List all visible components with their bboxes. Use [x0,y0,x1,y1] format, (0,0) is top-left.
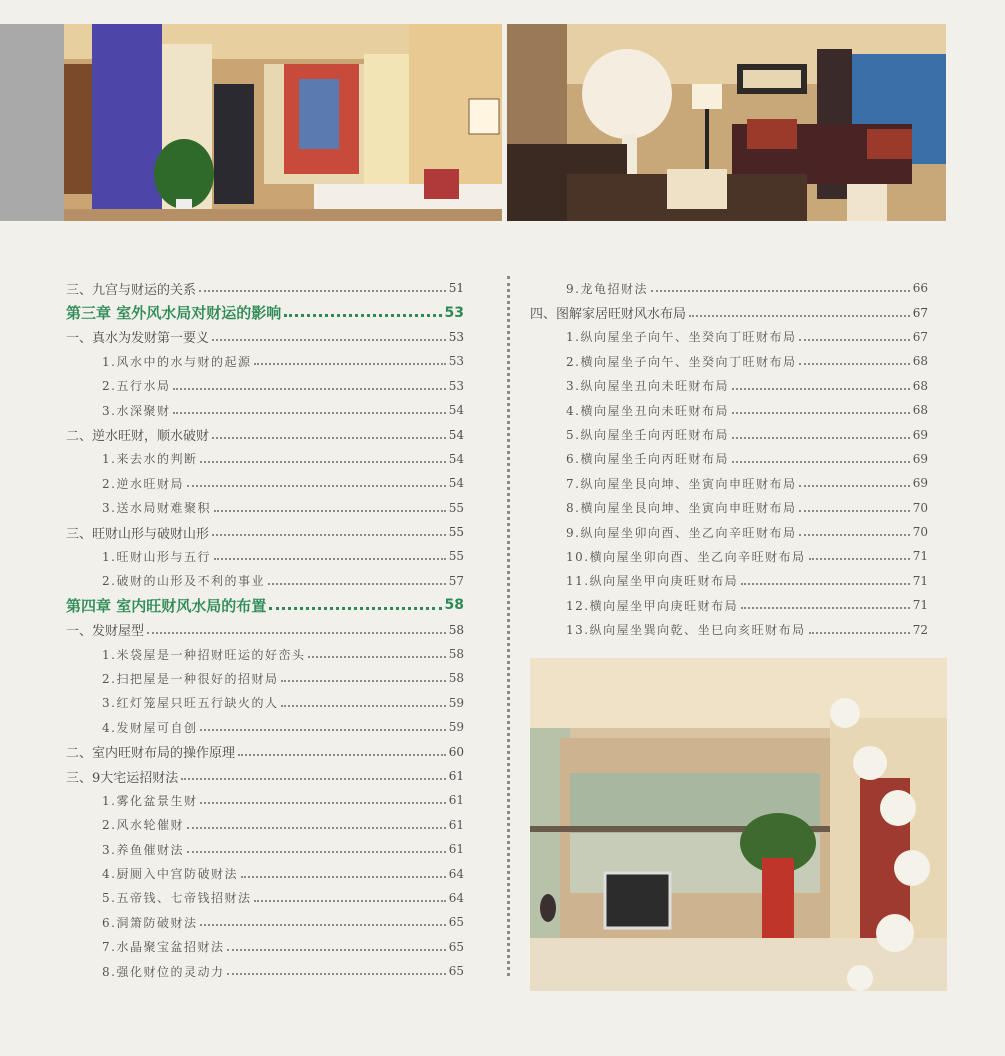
toc-page-number: 54 [448,451,464,466]
toc-chapter-entry [66,300,464,324]
toc-dot-leader [689,313,910,317]
toc-entry-title: 3.纵向屋坐丑向未旺财布局 [566,379,729,394]
toc-entry-title: 一、发财屋型 [66,624,145,640]
toc-dot-leader [732,410,910,414]
toc-subsection-entry [66,544,464,568]
photo-living-room-sofa [507,24,946,221]
toc-entry-title: 3.养鱼催财法 [102,842,184,857]
toc-subsection-entry [66,886,464,910]
toc-entry-title: 10.横向屋坐卯向酉、坐乙向辛旺财布局 [566,549,806,564]
toc-entry-title: 1.雾化盆景生财 [102,793,198,808]
toc-page-number: 58 [444,597,464,614]
toc-subsection-entry [66,642,464,666]
toc-page-number: 53 [448,354,464,369]
toc-page-number: 58 [448,622,464,637]
toc-entry-title: 1.纵向屋坐子向午、坐癸向丁旺财布局 [566,330,797,345]
toc-page-number: 51 [448,281,464,296]
toc-subsection-entry [530,471,928,495]
toc-page-number: 66 [912,281,928,296]
toc-page-number: 61 [448,793,464,808]
toc-subsection-entry [530,325,928,349]
toc-subsection-entry [66,349,464,373]
toc-page-number: 57 [448,573,464,588]
toc-dot-leader [799,532,909,536]
toc-entry-title: 二、室内旺财布局的操作原理 [66,746,236,762]
toc-dot-leader [212,337,446,341]
toc-page-number: 69 [912,451,928,466]
toc-dot-leader [799,508,909,512]
toc-page-number: 59 [448,720,464,735]
toc-entry-title: 4.横向屋坐丑向未旺财布局 [566,403,729,418]
toc-dot-leader [173,386,445,390]
toc-subsection-entry [66,374,464,398]
toc-subsection-entry [66,837,464,861]
toc-subsection-entry [530,520,928,544]
toc-page-number: 67 [912,329,928,344]
column-divider [507,276,510,976]
toc-page-number: 68 [912,403,928,418]
toc-dot-leader [268,581,446,585]
toc-entry-title: 一、真水为发财第一要义 [66,331,210,347]
toc-page-number: 60 [448,744,464,759]
toc-entry-title: 2.扫把屋是一种很好的招财局 [102,671,279,686]
toc-subsection-entry [66,910,464,934]
toc-section-entry [66,276,464,300]
toc-entry-title: 9.纵向屋坐卯向酉、坐乙向辛旺财布局 [566,525,797,540]
toc-entry-title: 三、旺财山形与破财山形 [66,526,210,542]
toc-entry-title: 13.纵向屋坐巽向乾、坐巳向亥旺财布局 [566,623,806,638]
toc-entry-title: 5.五帝钱、七帝钱招财法 [102,891,252,906]
toc-subsection-entry [66,398,464,422]
toc-subsection-entry [66,569,464,593]
toc-dot-leader [200,459,445,463]
toc-dot-leader [254,898,445,902]
toc-subsection-entry [66,959,464,983]
toc-section-entry [66,764,464,788]
toc-subsection-entry [530,398,928,422]
toc-entry-title: 四、图解家居旺财风水布局 [530,307,687,323]
toc-entry-title: 1.米袋屋是一种招财旺运的好峦头 [102,647,306,662]
toc-section-entry [66,739,464,763]
toc-page-number: 64 [448,866,464,881]
toc-entry-title: 9.龙龟招财法 [566,281,648,296]
toc-subsection-entry [530,569,928,593]
toc-entry-title: 第四章 室内旺财风水局的布置 [66,596,267,615]
toc-dot-leader [809,556,910,560]
toc-page-number: 61 [448,842,464,857]
toc-entry-title: 11.纵向屋坐甲向庚旺财布局 [566,574,739,589]
toc-page-number: 55 [448,549,464,564]
toc-entry-title: 8.横向屋坐艮向坤、坐寅向申旺财布局 [566,501,797,516]
toc-dot-leader [281,678,445,682]
toc-page-number: 61 [448,817,464,832]
toc-page-number: 69 [912,427,928,442]
toc-page-number: 65 [448,964,464,979]
toc-subsection-entry [530,544,928,568]
toc-entry-title: 6.洞箫防破财法 [102,915,198,930]
toc-page-number: 64 [448,890,464,905]
toc-page-number: 54 [448,403,464,418]
toc-section-entry [66,325,464,349]
toc-dot-leader [227,947,445,951]
toc-page-number: 61 [448,769,464,783]
toc-left-column [66,276,464,983]
toc-dot-leader [732,435,910,439]
toc-page-number: 53 [448,329,464,344]
toc-page-number: 65 [448,915,464,930]
photo-tv-wall-interior [530,658,947,991]
toc-entry-title: 3.红灯笼屋只旺五行缺火的人 [102,696,279,711]
toc-entry-title: 1.旺财山形与五行 [102,549,211,564]
toc-entry-title: 1.风水中的水与财的起源 [102,354,252,369]
toc-page-number: 65 [448,939,464,954]
toc-entry-title: 3.送水局财难聚积 [102,501,211,516]
toc-section-entry [66,422,464,446]
toc-dot-leader [214,508,446,512]
toc-page-number: 71 [912,549,928,564]
toc-page-number: 59 [448,695,464,710]
toc-entry-title: 7.纵向屋坐艮向坤、坐寅向申旺财布局 [566,476,797,491]
toc-dot-leader [212,435,446,439]
toc-entry-title: 三、九宫与财运的关系 [66,282,197,298]
toc-dot-leader [173,410,445,414]
toc-dot-leader [200,800,445,804]
toc-dot-leader [212,532,446,536]
toc-dot-leader [284,312,441,317]
toc-dot-leader [651,288,910,292]
toc-dot-leader [799,361,909,365]
toc-subsection-entry [530,276,928,300]
toc-page-number: 58 [448,647,464,662]
toc-section-entry [66,617,464,641]
toc-page-number: 53 [444,304,464,321]
toc-subsection-entry [66,813,464,837]
toc-page-number: 55 [448,500,464,515]
toc-entry-title: 二、逆水旺财，顺水破财 [66,429,210,445]
toc-section-entry [530,300,928,324]
toc-dot-leader [200,922,445,926]
toc-dot-leader [741,581,910,585]
toc-page-number: 71 [912,573,928,588]
toc-entry-title: 2.逆水旺财局 [102,476,184,491]
toc-page-number: 58 [448,671,464,686]
toc-page-number: 70 [912,525,928,540]
toc-subsection-entry [66,496,464,520]
toc-subsection-entry [530,422,928,446]
toc-dot-leader [200,727,445,731]
toc-dot-leader [732,386,910,390]
toc-dot-leader [809,630,910,634]
toc-dot-leader [187,825,446,829]
toc-subsection-entry [530,447,928,471]
toc-dot-leader [238,752,446,756]
toc-dot-leader [799,337,909,341]
toc-right-column [530,276,928,642]
toc-page-number: 53 [448,378,464,393]
toc-dot-leader [269,605,441,610]
toc-subsection-entry [66,691,464,715]
toc-entry-title: 第三章 室外风水局对财运的影响 [66,304,282,323]
toc-subsection-entry [66,715,464,739]
toc-dot-leader [241,874,446,878]
toc-entry-title: 6.横向屋坐壬向丙旺财布局 [566,452,729,467]
toc-dot-leader [732,459,910,463]
toc-chapter-entry [66,593,464,617]
toc-subsection-entry [530,617,928,641]
toc-page-number: 54 [448,476,464,491]
toc-dot-leader [187,483,446,487]
toc-entry-title: 4.发财屋可自创 [102,720,198,735]
grey-margin-band [0,24,64,221]
toc-entry-title: 7.水晶聚宝盆招财法 [102,940,225,955]
toc-entry-title: 1.来去水的判断 [102,452,198,467]
toc-page-number: 68 [912,354,928,369]
toc-dot-leader [227,971,445,975]
toc-subsection-entry [66,471,464,495]
toc-dot-leader [199,288,446,292]
photo-living-room-hallway [64,24,502,221]
toc-subsection-entry [530,496,928,520]
toc-page-number: 72 [912,622,928,637]
toc-dot-leader [187,849,446,853]
toc-dot-leader [181,776,445,780]
toc-page-number: 70 [912,500,928,515]
toc-page-number: 68 [912,378,928,393]
toc-entry-title: 8.强化财位的灵动力 [102,964,225,979]
toc-page-number: 55 [448,525,464,540]
toc-subsection-entry [66,861,464,885]
toc-entry-title: 5.纵向屋坐壬向丙旺财布局 [566,428,729,443]
toc-subsection-entry [530,349,928,373]
toc-dot-leader [799,483,909,487]
toc-page-number: 71 [912,598,928,613]
toc-subsection-entry [530,374,928,398]
toc-page-number: 69 [912,476,928,491]
toc-subsection-entry [66,788,464,812]
toc-subsection-entry [66,447,464,471]
toc-dot-leader [741,605,910,609]
toc-entry-title: 2.五行水局 [102,379,171,394]
toc-dot-leader [147,630,446,634]
toc-dot-leader [254,361,445,365]
toc-entry-title: 2.破财的山形及不利的事业 [102,574,265,589]
toc-subsection-entry [66,935,464,959]
toc-entry-title: 4.厨厕入中宫防破财法 [102,867,238,882]
toc-dot-leader [281,703,445,707]
toc-page-number: 54 [448,427,464,442]
toc-entry-title: 3.水深聚财 [102,403,171,418]
toc-dot-leader [308,654,445,658]
toc-entry-title: 12.横向屋坐甲向庚旺财布局 [566,598,739,613]
toc-entry-title: 2.横向屋坐子向午、坐癸向丁旺财布局 [566,354,797,369]
toc-section-entry [66,520,464,544]
toc-entry-title: 2.风水轮催财 [102,818,184,833]
toc-subsection-entry [530,593,928,617]
toc-entry-title: 三、9大宅运招财法 [66,770,179,786]
toc-subsection-entry [66,666,464,690]
toc-dot-leader [214,556,446,560]
toc-page-number: 67 [912,305,928,320]
